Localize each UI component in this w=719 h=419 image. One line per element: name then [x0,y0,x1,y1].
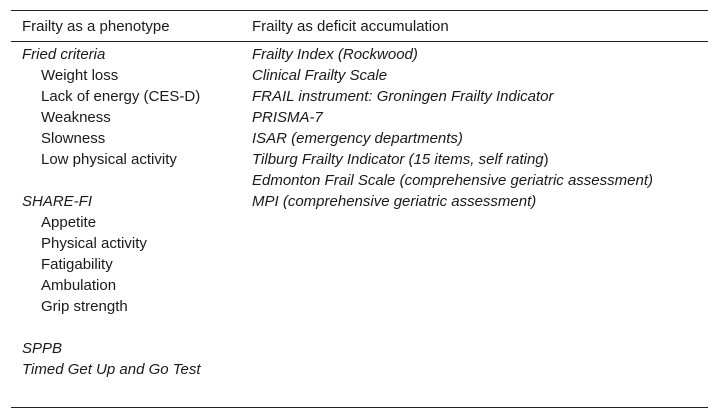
column-header-phenotype: Frailty as a phenotype [22,18,170,35]
share-fi-item: Physical activity [41,235,147,252]
deficit-item: ISAR (emergency departments) [252,130,463,147]
deficit-item: PRISMA-7 [252,109,323,126]
column-header-deficit: Frailty as deficit accumulation [252,18,449,35]
tilburg-item-text: Tilburg Frailty Indicator (15 items, self rating [252,151,544,168]
deficit-item: Clinical Frailty Scale [252,67,388,84]
share-fi-title: SHARE-FI [22,193,93,210]
deficit-item: MPI (comprehensive geriatric assessment) [252,193,537,210]
phenotype-column [22,44,201,380]
fried-item: Weight loss [41,67,119,84]
tilburg-item [252,149,653,170]
fried-item: Low physical activity [41,151,177,168]
fried-item: Weakness [41,109,111,126]
deficit-column [252,44,653,212]
share-fi-item: Grip strength [41,298,128,315]
deficit-item: Edmonton Frail Scale (comprehensive geriatric assessment) [252,172,653,189]
timed-get-up-go-label: Timed Get Up and Go Test [22,361,201,378]
share-fi-item: Fatigability [41,256,113,273]
table-top-rule [11,10,708,11]
deficit-item: Frailty Index (Rockwood) [252,46,418,63]
tilburg-item-close-paren: ) [543,151,549,168]
table-bottom-rule [11,407,708,408]
sppb-label: SPPB [22,340,63,357]
fried-item: Lack of energy (CES-D) [41,88,201,105]
deficit-item: FRAIL instrument: Groningen Frailty Indicator [252,88,554,105]
fried-criteria-title: Fried criteria [22,46,106,63]
share-fi-item: Appetite [41,214,97,231]
fried-item: Slowness [41,130,106,147]
share-fi-item: Ambulation [41,277,117,294]
spacer [22,170,201,191]
spacer [22,317,201,338]
table-header-rule [11,41,708,42]
